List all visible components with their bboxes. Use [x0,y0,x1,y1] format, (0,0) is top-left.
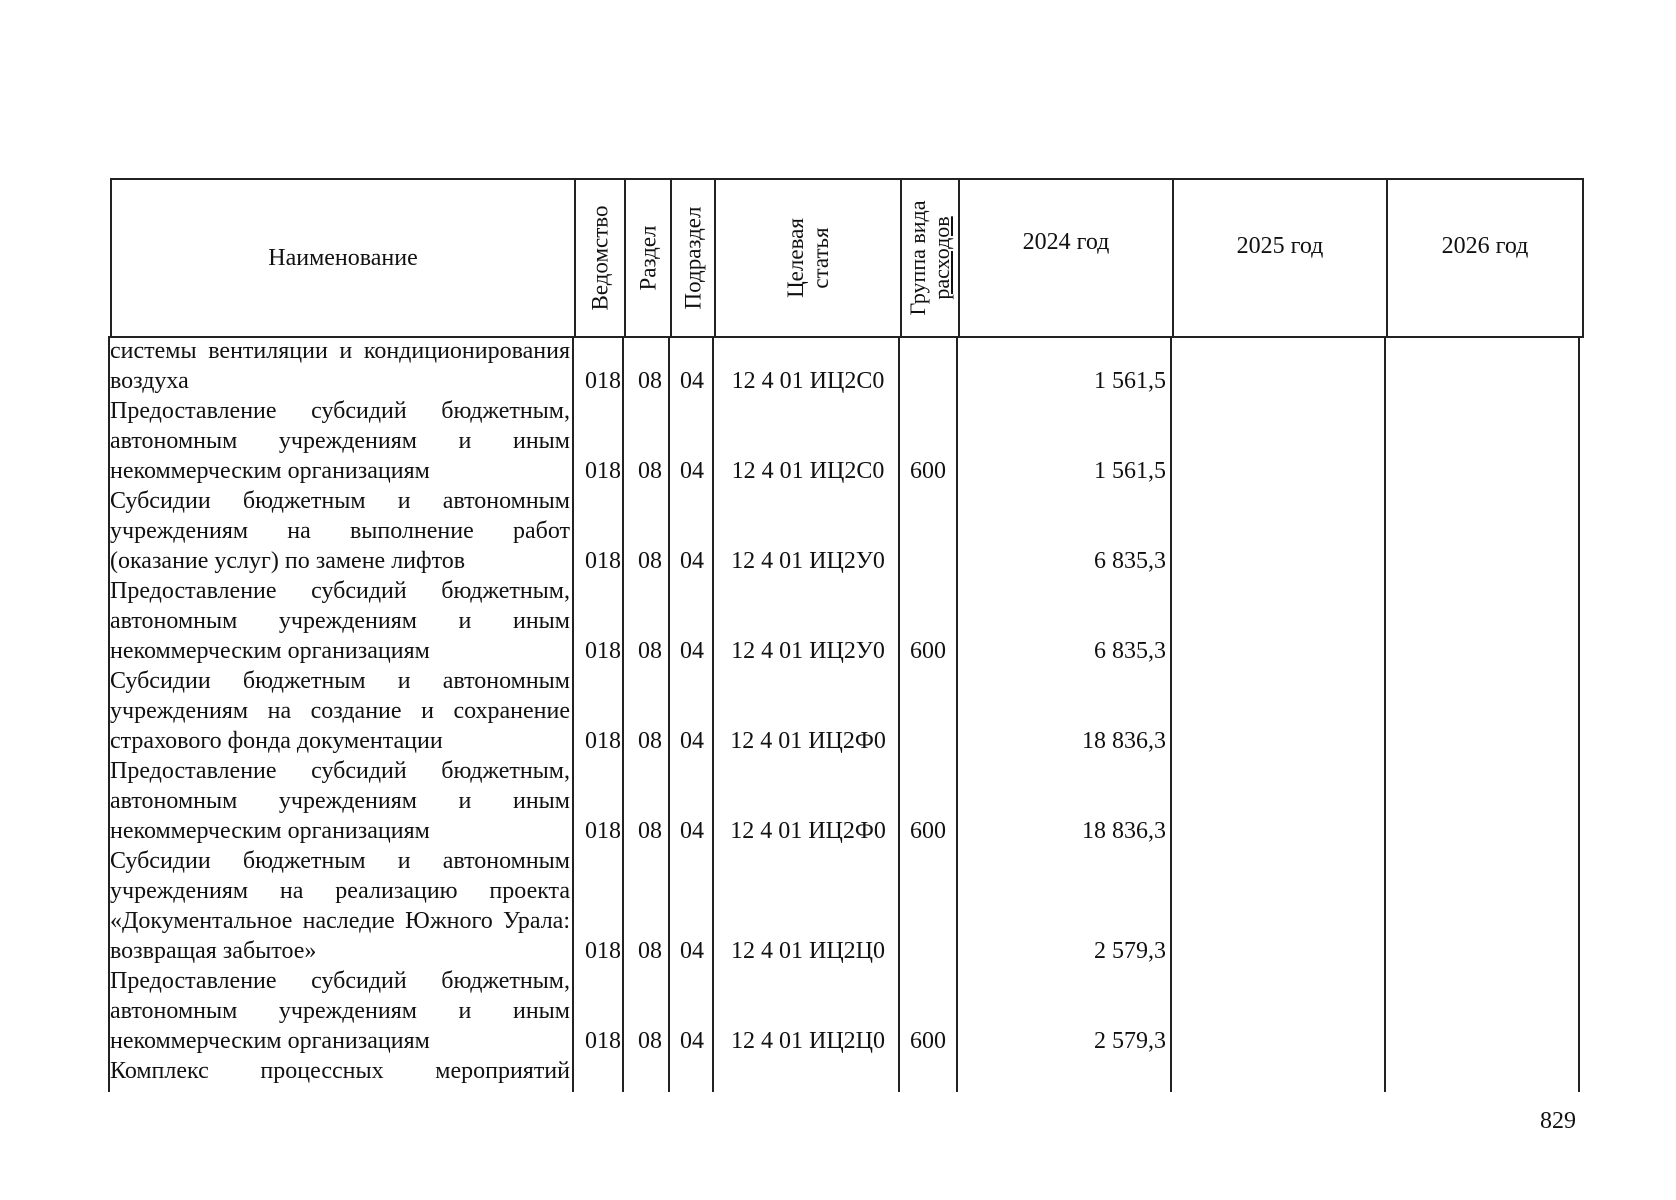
row-vedomstvo: 018 [585,638,621,664]
row-name: Предоставление субсидий бюджетным, автономным учреждениям и иным некоммерческим организациям [110,968,570,1054]
row-podrazdel: 04 [680,368,704,394]
row-2024: 6 835,3 [1094,638,1166,664]
row-2024: 18 836,3 [1082,728,1166,754]
header-group [906,201,954,316]
header-vedomstvo: Ведомство [587,205,613,311]
table-row [110,576,1584,666]
table-row [110,846,1584,966]
row-group [900,366,956,396]
table-row [110,396,1584,486]
row-2024: 2 579,3 [1094,938,1166,964]
row-name: Предоставление субсидий бюджетным, автономным учреждениям и иным некоммерческим организациям [110,578,570,664]
header-target-line2: статья [808,227,833,289]
row-name: Субсидии бюджетным и автономным учреждениям на выполнение работ (оказание услуг) по замене лифтов [110,488,570,574]
row-podrazdel: 04 [680,938,704,964]
row-group: 600 [910,818,946,844]
header-group-line1: Группа вида [905,200,930,316]
header-razdel-cell [626,180,672,336]
header-podrazdel-cell [672,180,716,336]
row-name: Предоставление субсидий бюджетным, автономным учреждениям и иным некоммерческим организациям [110,758,570,844]
page-number: 829 [1540,1108,1576,1134]
row-2024: 1 561,5 [1094,458,1166,484]
row-target: 12 4 01 ИЦ2С0 [731,458,885,484]
header-group-line2: расходов [929,216,954,300]
row-vedomstvo: 018 [585,1028,621,1054]
header-2024: 2024 год [1022,229,1110,256]
header-2025: 2025 год [1236,232,1324,259]
row-vedomstvo: 018 [585,368,621,394]
row-razdel: 08 [638,1028,662,1054]
row-vedomstvo: 018 [585,458,621,484]
row-group: 600 [910,1028,946,1054]
row-target: 12 4 01 ИЦ2У0 [731,548,885,574]
row-2024: 1 561,5 [1094,368,1166,394]
row-podrazdel: 04 [680,818,704,844]
row-razdel: 08 [638,548,662,574]
row-vedomstvo: 018 [585,938,621,964]
table-body [110,336,1584,1092]
row-target: 12 4 01 ИЦ2Ц0 [731,1028,885,1054]
row-group: 600 [910,458,946,484]
row-group [900,936,956,966]
row-podrazdel: 04 [680,638,704,664]
row-target: 12 4 01 ИЦ2Ц0 [731,938,885,964]
row-razdel: 08 [638,368,662,394]
row-2024: 2 579,3 [1094,1028,1166,1054]
header-podrazdel: Подраздел [680,206,706,310]
row-name: системы вентиляции и кондиционирования воздуха [110,338,570,394]
row-razdel: 08 [638,458,662,484]
header-2024-cell [960,180,1174,336]
header-2026-cell [1388,180,1582,336]
header-vedomstvo-cell [576,180,626,336]
table-row [110,486,1584,576]
header-razdel: Раздел [635,225,661,291]
row-razdel: 08 [638,938,662,964]
row-podrazdel: 04 [680,728,704,754]
header-target [783,218,833,298]
row-name: Предоставление субсидий бюджетным, автономным учреждениям и иным некоммерческим организациям [110,398,570,484]
header-target-cell [716,180,902,336]
header-name-cell [112,180,576,336]
row-podrazdel: 04 [680,458,704,484]
header-group-cell [902,180,960,336]
row-vedomstvo: 018 [585,548,621,574]
row-name: Комплекс процессных мероприятий [110,1058,570,1084]
row-group: 600 [910,638,946,664]
header-target-line1: Целевая [783,218,808,298]
row-podrazdel: 04 [680,548,704,574]
header-2025-cell [1174,180,1388,336]
row-2024: 6 835,3 [1094,548,1166,574]
row-target: 12 4 01 ИЦ2У0 [731,638,885,664]
table-row [110,1056,1584,1086]
header-2026: 2026 год [1441,232,1529,259]
row-target: 12 4 01 ИЦ2Ф0 [730,728,886,754]
row-razdel: 08 [638,638,662,664]
row-vedomstvo: 018 [585,728,621,754]
row-vedomstvo: 018 [585,818,621,844]
row-group [900,546,956,576]
row-razdel: 08 [638,728,662,754]
row-podrazdel: 04 [680,1028,704,1054]
table-header [110,178,1584,338]
table-row [110,756,1584,846]
row-razdel: 08 [638,818,662,844]
table-row [110,666,1584,756]
row-name: Субсидии бюджетным и автономным учреждениям на реализацию проекта «Документальное наследие Южного Урала: возвращая забытое» [110,848,570,964]
header-name: Наименование [268,245,418,271]
row-2024: 18 836,3 [1082,818,1166,844]
row-group [900,726,956,756]
row-name: Субсидии бюджетным и автономным учреждениям на создание и сохранение страхового фонда документации [110,668,570,754]
row-target: 12 4 01 ИЦ2С0 [731,368,885,394]
row-target: 12 4 01 ИЦ2Ф0 [730,818,886,844]
table-row [110,966,1584,1056]
table-row [110,336,1584,396]
